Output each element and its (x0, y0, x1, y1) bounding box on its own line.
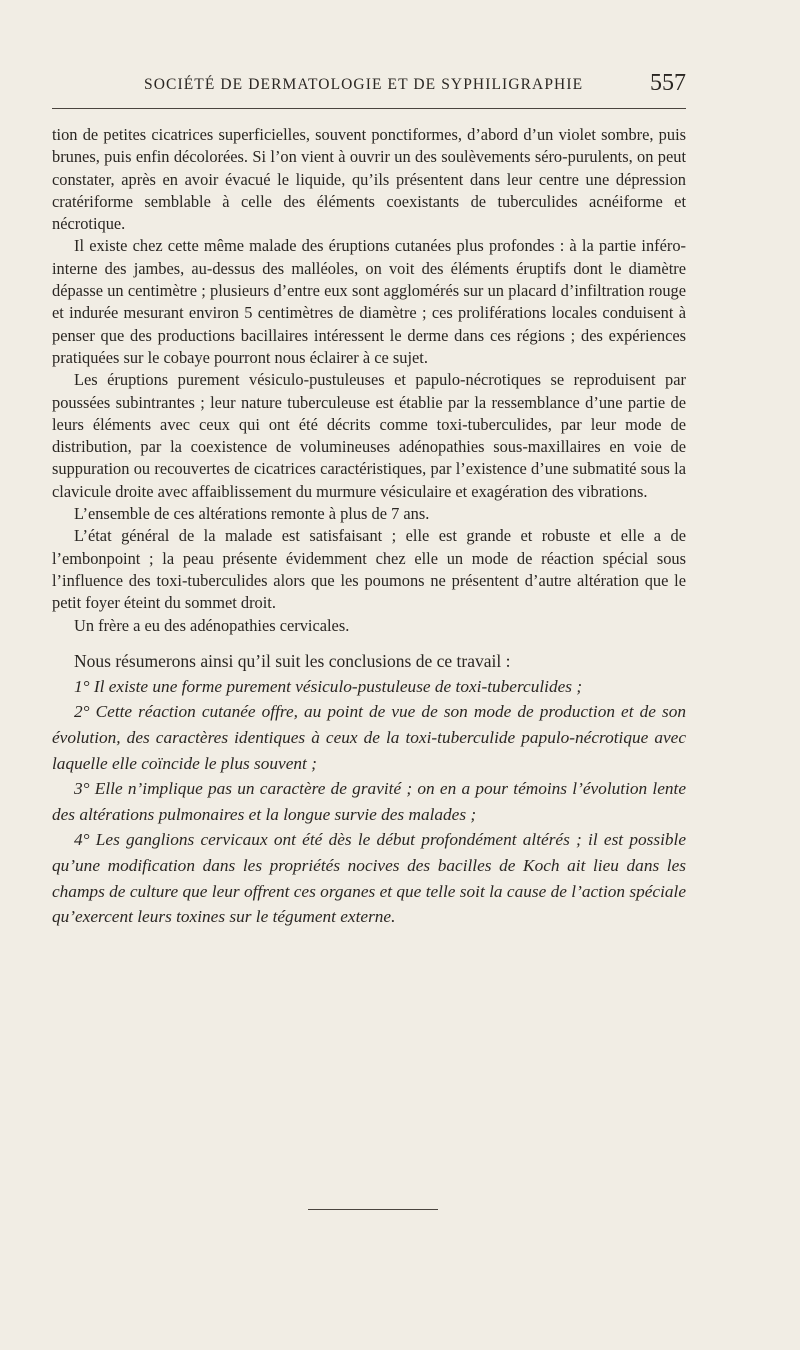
conclusions-section (52, 649, 686, 930)
paragraph-brother: Un frère a eu des adénopathies cervicales. (74, 615, 350, 635)
paragraph-duration: L’ensemble de ces altérations remonte à plus de 7 ans. (74, 504, 430, 524)
conclusions-intro: Nous résumerons ainsi qu’il suit les conclusions de ce travail : (74, 650, 511, 671)
conclusion-item: 3° Elle n’implique pas un caractère de gravité ; on en a pour témoins l’évolution lente des altérations pulmonaires et la longue survie des malades ; (52, 779, 686, 824)
paragraph-continued: tion de petites cicatrices superficielles, souvent ponctiformes, d’abord d’un violet sombre, puis brunes, puis enfin décolorées. Si l’on vient à ouvrir un des soulèvements séro-purulents, on peut constater, après en avoir évacué le liquide, qu’ils présentent dans leur centre une dépression cratériforme semblable à celle des éléments coexistants de tuberculides acnéiforme et nécrotique. (52, 125, 686, 234)
paragraph-general-state: L’état général de la malade est satisfaisant ; elle est grande et robuste et elle a de l’embonpoint ; la peau présente évidemment chez elle un mode de réaction spécial sous l’influence des toxi-tuberculides alors que les poumons ne présentent d’autre altération que le petit foyer éteint du sommet droit. (52, 526, 686, 613)
conclusion-item: 1° Il existe une forme purement vésiculo-pustuleuse de toxi-tuberculides ; (74, 676, 583, 696)
running-title: SOCIÉTÉ DE DERMATOLOGIE ET DE SYPHILIGRAPHIE (144, 76, 584, 93)
closing-rule (308, 1209, 438, 1210)
conclusion-item: 4° Les ganglions cervicaux ont été dès le début profondément altérés ; il est possible qu’une modification dans les propriétés nocives des bacilles de Koch ait lieu dans les champs de culture que leur offrent ces organes et que telle soit la cause de l’action spéciale qu’exercent leurs toxines sur le tégument externe. (52, 830, 686, 927)
paragraph-deep-eruptions: Il existe chez cette même malade des éruptions cutanées plus profondes : à la partie inféro-interne des jambes, au-dessus des malléoles, on voit des éléments éruptifs dont le diamètre dépasse un centimètre ; plusieurs d’entre eux sont agglomérés sur un placard d’infiltration rouge et indurée mesurant environ 5 centimètres de diamètre ; ces proliférations locales conduisent à penser que des productions bacillaires intéressent le derme dans ces régions ; des expériences pratiquées sur le cobaye pourront nous éclairer à ce sujet. (52, 236, 686, 367)
page-number: 557 (650, 70, 686, 96)
header-rule (52, 108, 686, 109)
conclusion-item: 2° Cette réaction cutanée offre, au point de vue de son mode de production et de son évolution, des caractères identiques à ceux de la toxi-tuberculide papulo-nécrotique avec laquelle elle coïncide le plus souvent ; (52, 702, 686, 773)
paragraph-vesiculo-pustular: Les éruptions purement vésiculo-pustuleuses et papulo-nécrotiques se reproduisent par poussées subintrantes ; leur nature tuberculeuse est établie par la ressemblance d’une partie de leurs éléments avec ceux qui ont été décrits comme toxi-tuberculides, par leur mode de distribution, par la coexistence de volumineuses adénopathies sous-maxillaires en voie de suppuration ou recouvertes de cicatrices caractéristiques, par l’existence d’une submatité sous la clavicule droite avec affaiblissement du murmure vésiculaire et exagération des vibrations. (52, 370, 686, 501)
page-header (52, 70, 686, 104)
body-text (52, 124, 686, 930)
